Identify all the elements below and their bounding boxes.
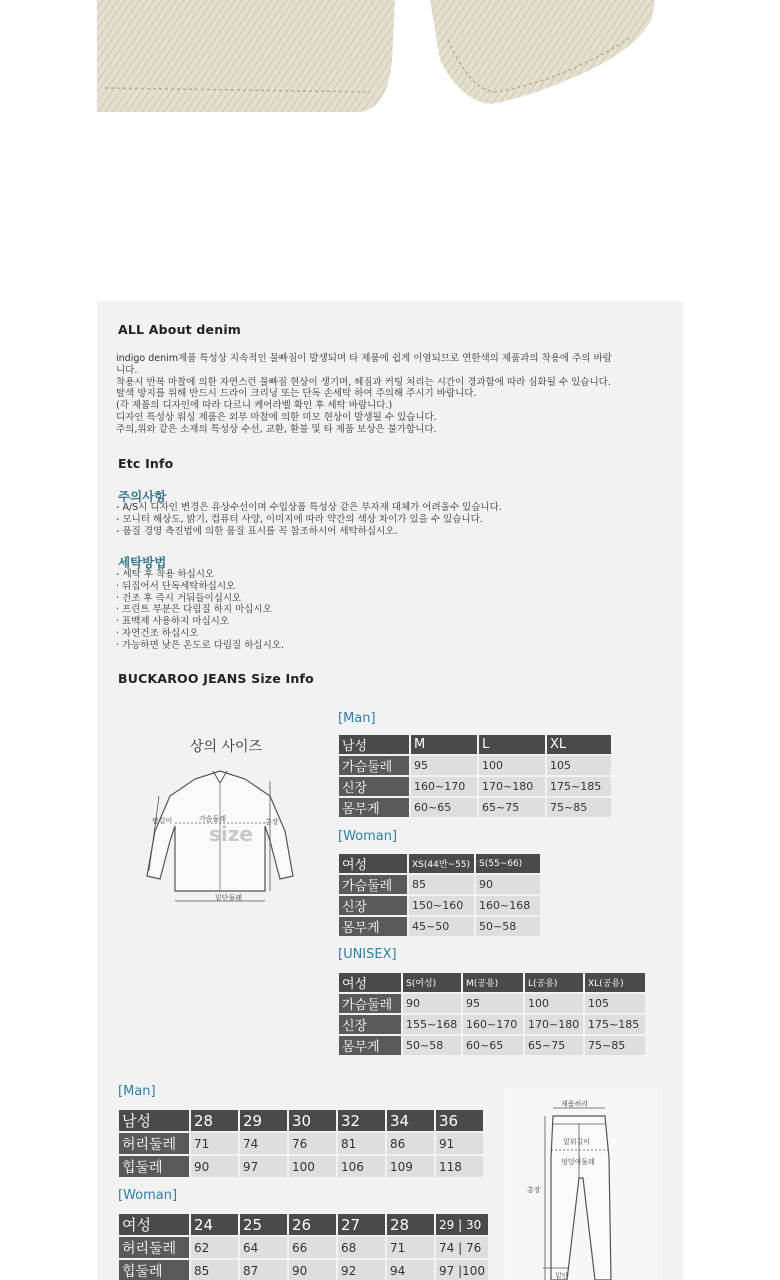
table-cell: 64 <box>240 1237 287 1258</box>
table-cell: 66 <box>289 1237 336 1258</box>
table-row <box>119 1110 483 1131</box>
table-cell: 26 <box>289 1214 336 1235</box>
etc-title: Etc Info <box>118 456 174 471</box>
table-cell: 100 <box>479 756 545 775</box>
table-cell: 62 <box>191 1237 238 1258</box>
length-label: 총장 <box>265 818 279 826</box>
table-row <box>339 777 611 796</box>
caution-line: - 품질 경영 측진법에 의한 품질 표시를 꼭 참조하시어 세탁하십시오. <box>116 525 398 537</box>
table-cell: 175~185 <box>547 777 611 796</box>
table-cell: 95 <box>463 994 523 1013</box>
table-cell: 97 |100 <box>436 1260 488 1280</box>
table-row <box>339 735 611 754</box>
table-cell: 36 <box>436 1110 483 1131</box>
about-text <box>116 353 676 436</box>
table-cell: M(공용) <box>463 973 523 992</box>
table-cell: 71 <box>387 1237 434 1258</box>
table-cell: 25 <box>240 1214 287 1235</box>
table-cell: 몸무게 <box>339 798 409 817</box>
wash-line: · 뒤집어서 단독세탁하십시오 <box>116 580 236 592</box>
about-title: ALL About denim <box>118 322 242 337</box>
table-cell: XL(공용) <box>585 973 645 992</box>
chest-label: 가슴둘레 <box>199 815 227 823</box>
table-cell: 29 <box>240 1110 287 1131</box>
table-cell: 71 <box>191 1133 238 1154</box>
about-line: 탈색 방지를 위해 반드시 드라이 크리닝 또는 단독 손세탁 하여 주의해 주시기 바랍니다. <box>116 388 477 400</box>
table-cell: 109 <box>387 1156 434 1177</box>
product-photo <box>0 0 780 300</box>
table-cell: 160~170 <box>411 777 477 796</box>
pants-length-label: 총장 <box>527 1186 541 1194</box>
table-cell: S(여성) <box>403 973 461 992</box>
table-cell: 60~65 <box>463 1036 523 1055</box>
pants-hem-label: 밑단 <box>555 1272 569 1280</box>
table-cell: 28 <box>387 1214 434 1235</box>
wash-line: - 세탁 후 착용 하십시오 <box>116 569 215 580</box>
table-cell: L(공용) <box>525 973 583 992</box>
table-cell: 85 <box>409 875 474 894</box>
table-cell: 92 <box>338 1260 385 1280</box>
table-cell: 허리둘레 <box>119 1237 189 1258</box>
table-cell: 남성 <box>119 1110 189 1131</box>
top-man-label: [Man] <box>338 711 376 726</box>
table-cell: 150~160 <box>409 896 474 915</box>
table-row <box>339 917 540 936</box>
pants-diagram-icon <box>505 1088 657 1280</box>
table-cell: 28 <box>191 1110 238 1131</box>
table-cell: 90 <box>476 875 540 894</box>
table-cell: 175~185 <box>585 1015 645 1034</box>
pants-rise-label: 밑위길이 <box>563 1138 591 1146</box>
table-cell: 74 <box>240 1133 287 1154</box>
wash-line: · 표백제 사용하지 마십시오 <box>116 616 230 628</box>
table-cell: 106 <box>338 1156 385 1177</box>
table-cell: 힙둘레 <box>119 1260 189 1280</box>
table-cell: 75~85 <box>547 798 611 817</box>
table-cell: 81 <box>338 1133 385 1154</box>
about-line: 주의,위와 같은 소재의 특성상 수선, 교환, 환불 및 타 제품 보상은 불가합니다. <box>116 423 437 435</box>
table-cell: 85 <box>191 1260 238 1280</box>
wash-line: · 건조 후 즉시 거둬들이십시오 <box>116 592 242 604</box>
table-row <box>339 756 611 775</box>
table-cell: 65~75 <box>525 1036 583 1055</box>
table-cell: 29 | 30 <box>436 1214 488 1235</box>
table-cell: 가슴둘레 <box>339 875 407 894</box>
sleeve-label: 팔길이 <box>152 817 173 825</box>
table-cell: XL <box>547 735 611 754</box>
table-cell: 170~180 <box>479 777 545 796</box>
table-cell: 90 <box>403 994 461 1013</box>
table-cell: 76 <box>289 1133 336 1154</box>
table-row <box>339 973 645 992</box>
about-line: 디자인 특성상 워싱 제품은 외부 마찰에 의한 미모 현상이 발생될 수 있습니다. <box>116 411 437 423</box>
pants-waist-top-label: 제품허리 <box>561 1100 589 1108</box>
table-cell: L <box>479 735 545 754</box>
table-cell: 가슴둘레 <box>339 994 401 1013</box>
table-cell: 65~75 <box>479 798 545 817</box>
table-cell: 힙둘레 <box>119 1156 189 1177</box>
table-cell: 160~168 <box>476 896 540 915</box>
about-line: 니다. <box>116 364 138 376</box>
product-info-panel <box>97 301 683 1280</box>
table-row <box>119 1133 483 1154</box>
bottom-woman-label: [Woman] <box>118 1188 178 1203</box>
table-cell: 95 <box>411 756 477 775</box>
table-row <box>119 1237 488 1258</box>
table-cell: 105 <box>585 994 645 1013</box>
table-cell: 160~170 <box>463 1015 523 1034</box>
table-cell: 90 <box>191 1156 238 1177</box>
table-cell: 27 <box>338 1214 385 1235</box>
table-row <box>119 1260 488 1280</box>
bottom-man-label: [Man] <box>118 1084 156 1099</box>
caution-line: - 모니터 해상도, 밝기, 컴퓨터 사양, 이미지에 따라 약간의 색상 차이가 있을 수 있습니다. <box>116 513 483 525</box>
caution-text <box>116 502 676 537</box>
table-cell: 75~85 <box>585 1036 645 1055</box>
table-cell: 90 <box>289 1260 336 1280</box>
bottom-woman-size-table <box>117 1212 490 1280</box>
table-row <box>339 896 540 915</box>
table-cell: 30 <box>289 1110 336 1131</box>
wash-title: 세탁방법 <box>118 555 167 570</box>
top-size-label: 상의 사이즈 <box>190 739 263 755</box>
table-cell: 허리둘레 <box>119 1133 189 1154</box>
table-cell: 50~58 <box>403 1036 461 1055</box>
hem-label: 밑단둘레 <box>215 894 243 902</box>
size-watermark: size <box>209 822 253 846</box>
table-cell: 74 | 76 <box>436 1237 488 1258</box>
table-cell: S(55~66) <box>476 854 540 873</box>
wash-text <box>116 569 676 652</box>
table-row <box>339 798 611 817</box>
denim-fabric-image <box>0 0 780 300</box>
bottom-man-size-table <box>117 1108 485 1179</box>
wash-line: · 자연건조 하십시오 <box>116 627 199 639</box>
caution-title: 주의사항 <box>118 489 167 504</box>
table-cell: 32 <box>338 1110 385 1131</box>
table-cell: 100 <box>525 994 583 1013</box>
table-row <box>339 1036 645 1055</box>
table-row <box>119 1214 488 1235</box>
about-line: (각 제품의 디자인에 따라 다르니 케어라벨 확인 후 세탁 바랍니다.) <box>116 400 393 412</box>
wash-line: · 가능하면 낮은 온도로 다림질 하십시오. <box>116 639 284 651</box>
about-line: 착용시 반복 마찰에 의한 자연스런 물빠짐 현상이 생기며, 헤짐과 커팅 처리는 시간이 경과함에 따라 심화될 수 있습니다. <box>116 376 611 388</box>
table-cell: 여성 <box>339 973 401 992</box>
table-cell: 155~168 <box>403 1015 461 1034</box>
table-cell: 94 <box>387 1260 434 1280</box>
table-cell: 60~65 <box>411 798 477 817</box>
top-unisex-label: [UNISEX] <box>338 947 397 962</box>
table-cell: 가슴둘레 <box>339 756 409 775</box>
table-cell: 여성 <box>119 1214 189 1235</box>
top-woman-label: [Woman] <box>338 829 398 844</box>
table-cell: XS(44반~55) <box>409 854 474 873</box>
top-woman-size-table <box>337 852 542 938</box>
table-cell: 신장 <box>339 1015 401 1034</box>
table-cell: 86 <box>387 1133 434 1154</box>
wash-line: · 프린트 부분은 다림질 하지 마십시오 <box>116 604 272 616</box>
pants-diagram <box>505 1088 657 1280</box>
table-row <box>119 1156 483 1177</box>
table-row <box>339 1015 645 1034</box>
table-cell: 100 <box>289 1156 336 1177</box>
pants-hip-label: 엉덩이둘레 <box>561 1158 595 1166</box>
caution-line: - A/S시 디자인 변경은 유상수선이며 수입상품 특성상 같은 부자재 대체가 어려울수 있습니다. <box>116 502 502 513</box>
table-cell: 신장 <box>339 777 409 796</box>
table-cell: 여성 <box>339 854 407 873</box>
table-row <box>339 875 540 894</box>
table-cell: 68 <box>338 1237 385 1258</box>
about-line: indigo denim제품 특성상 지속적인 물빠짐이 발생되며 타 제품에 쉽게 이염되므로 연한색의 제품과의 착용에 주의 바랍 <box>116 353 612 364</box>
top-unisex-size-table <box>337 971 647 1057</box>
size-info-title: BUCKAROO JEANS Size Info <box>118 671 314 686</box>
table-cell: 신장 <box>339 896 407 915</box>
table-cell: 24 <box>191 1214 238 1235</box>
table-row <box>339 854 540 873</box>
table-cell: 118 <box>436 1156 483 1177</box>
table-row <box>339 994 645 1013</box>
table-cell: 87 <box>240 1260 287 1280</box>
table-cell: 남성 <box>339 735 409 754</box>
table-cell: 105 <box>547 756 611 775</box>
table-cell: 몸무게 <box>339 917 407 936</box>
table-cell: 97 <box>240 1156 287 1177</box>
table-cell: 170~180 <box>525 1015 583 1034</box>
table-cell: 45~50 <box>409 917 474 936</box>
table-cell: 50~58 <box>476 917 540 936</box>
table-cell: 34 <box>387 1110 434 1131</box>
top-man-size-table <box>337 733 613 819</box>
table-cell: M <box>411 735 477 754</box>
table-cell: 몸무게 <box>339 1036 401 1055</box>
table-cell: 91 <box>436 1133 483 1154</box>
